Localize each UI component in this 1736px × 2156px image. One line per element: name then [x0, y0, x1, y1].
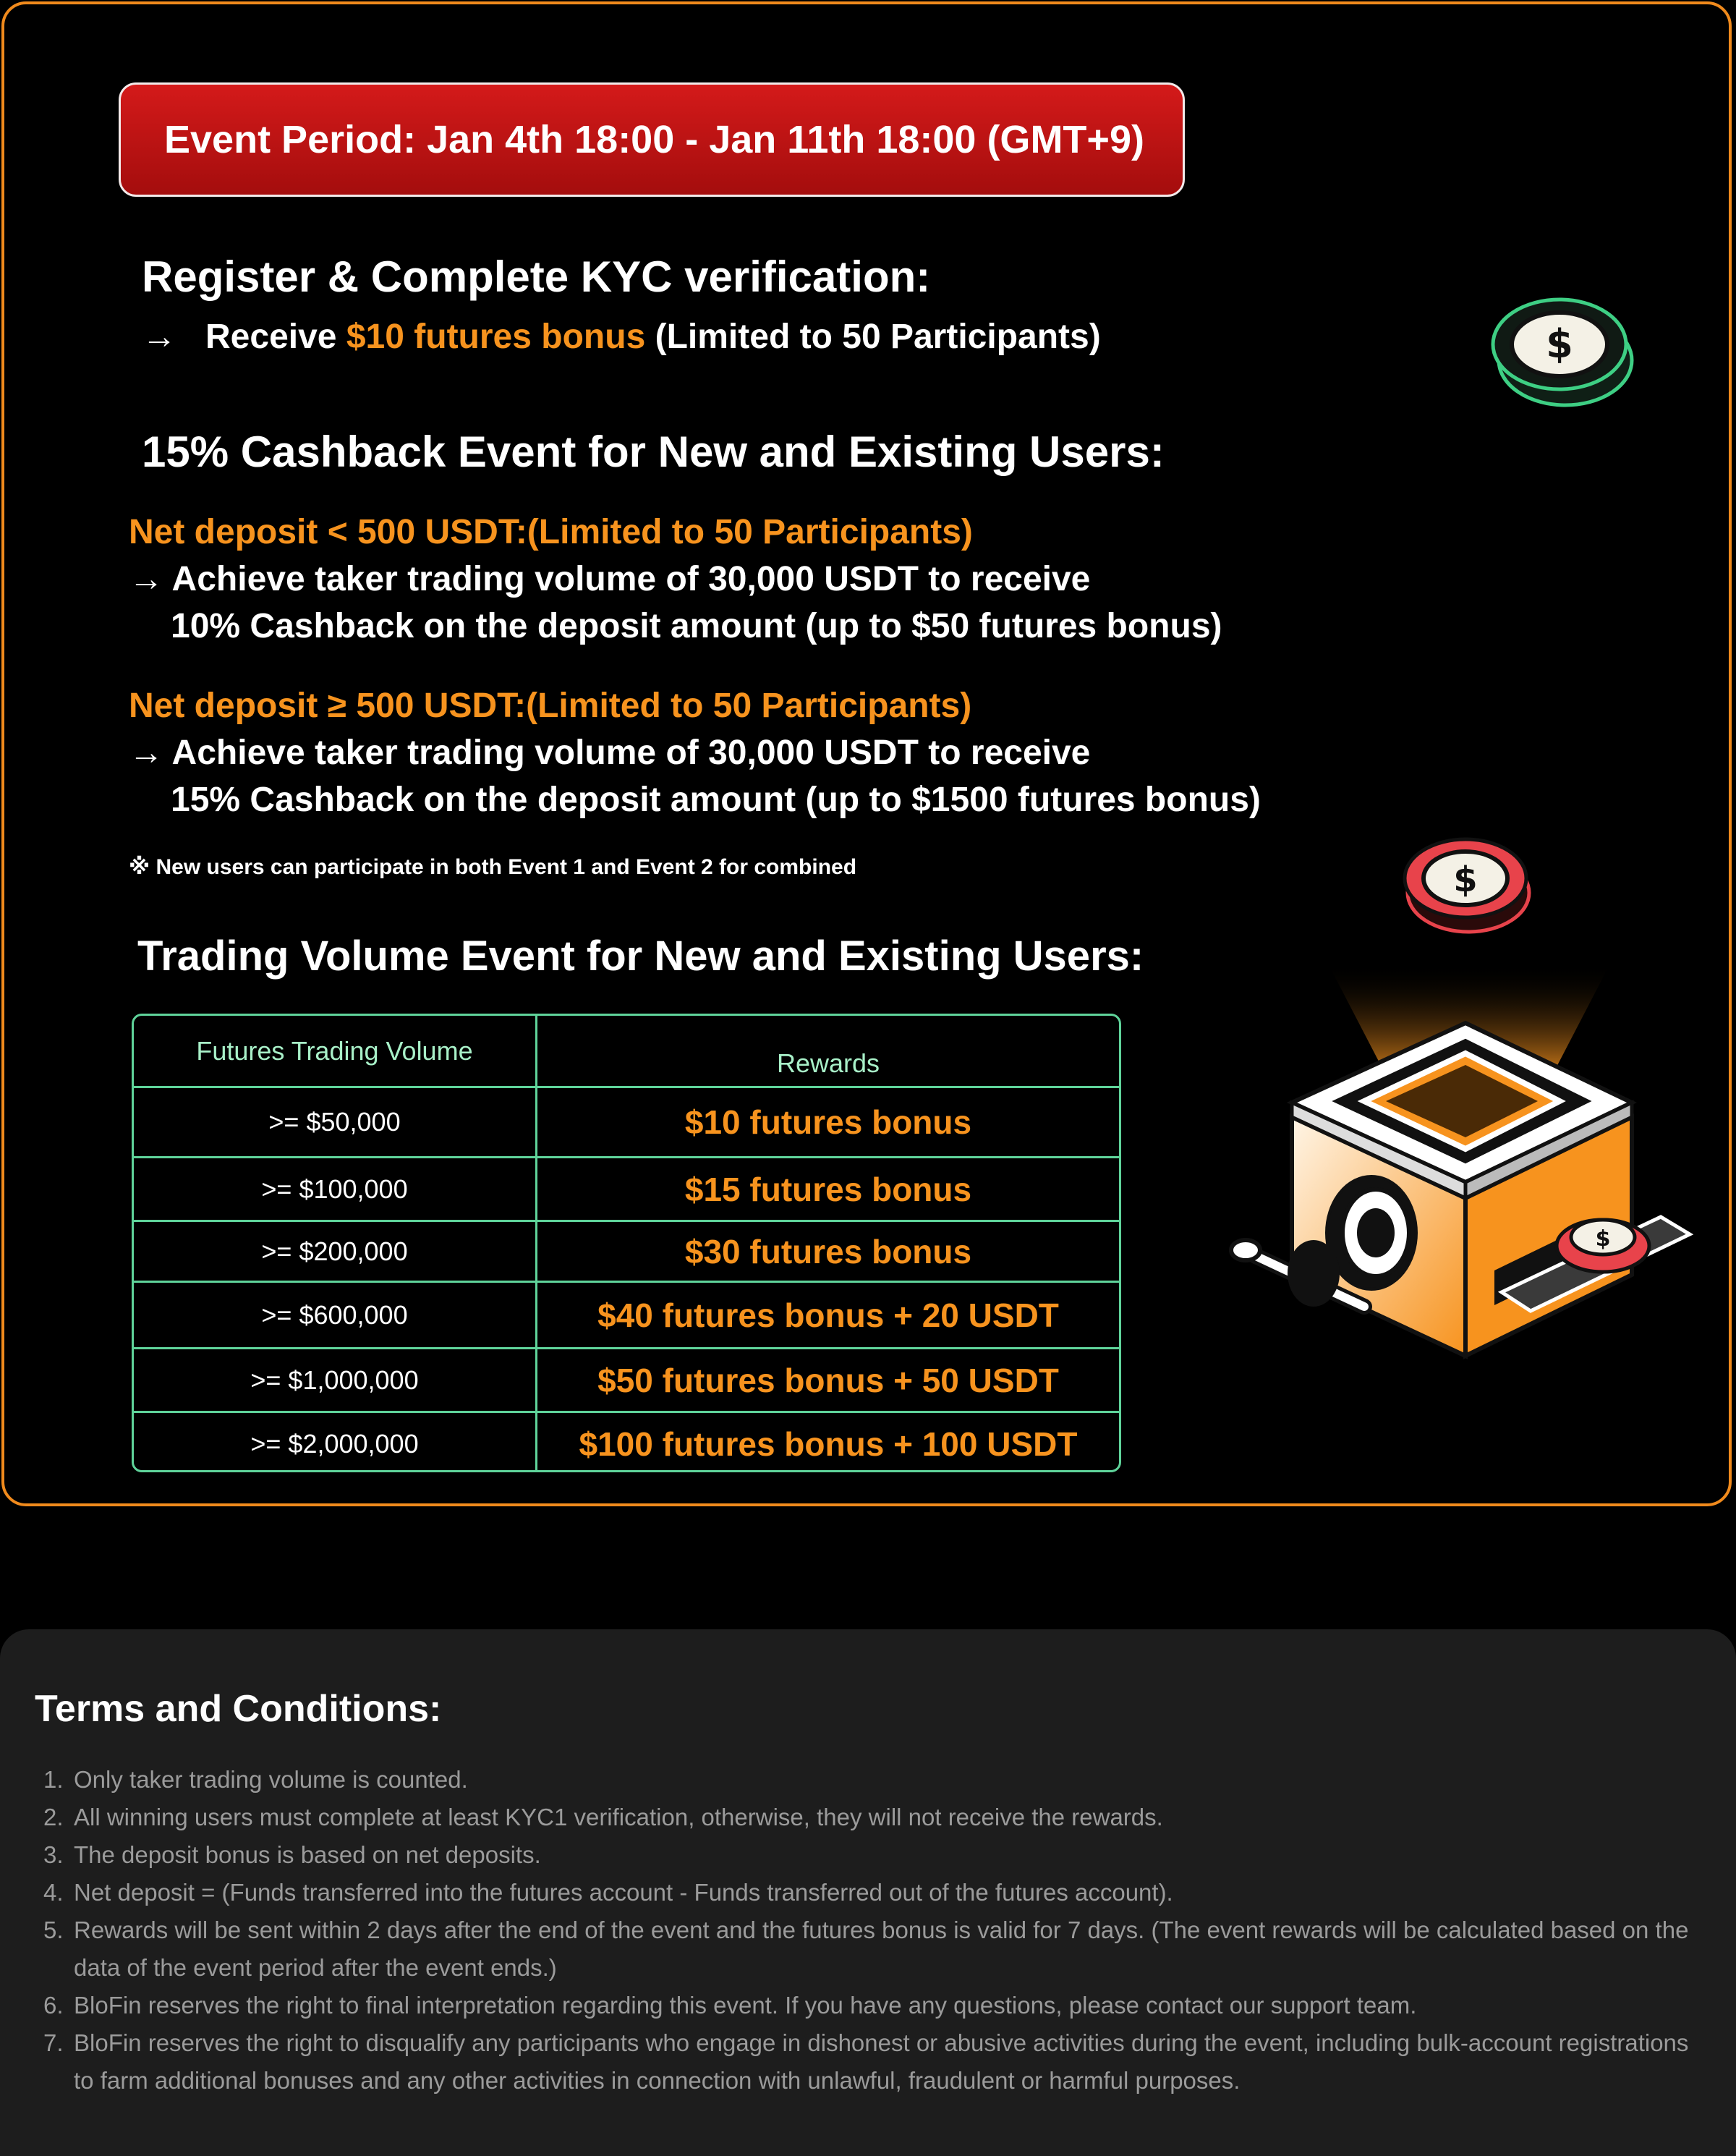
list-item [43, 1911, 1700, 1987]
table-row [134, 1086, 1119, 1156]
list-item-text: Rewards will be sent within 2 days after the end of the event and the futures bonus is valid for 7 days. (The event rewards will be calculated based on the data of the event period after the event ends.) [74, 1917, 1689, 1981]
volume-cell: >= $2,000,000 [134, 1413, 537, 1472]
tier2-line2: 15% Cashback on the deposit amount (up to $1500 futures bonus) [171, 781, 1261, 819]
volume-cell: >= $100,000 [134, 1158, 537, 1220]
reward-cell: $50 futures bonus + 50 USDT [597, 1361, 1059, 1399]
list-item-number: 2. [43, 1804, 64, 1830]
list-item-text: Net deposit = (Funds transferred into the futures account - Funds transferred out of the futures account). [74, 1879, 1173, 1906]
list-item-text: Only taker trading volume is counted. [74, 1766, 468, 1793]
terms-title: Terms and Conditions: [35, 1688, 442, 1730]
trading-section-title: Trading Volume Event for New and Existing Users: [137, 933, 1144, 980]
header-rewards: Rewards [776, 1048, 880, 1078]
event-period-banner [119, 82, 1185, 197]
event-panel [1, 1, 1732, 1506]
list-item-text: BloFin reserves the right to disqualify any participants who engage in dishonest or abusive activities during the event, including bulk-account registrations to farm additional bonuses and any other activities in connection with unlawful, fraudulent or harmful purposes. [74, 2029, 1689, 2094]
list-item-number: 1. [43, 1766, 64, 1793]
table-row [134, 1347, 1119, 1411]
red-dollar-coin-icon [1393, 833, 1538, 942]
table-header-row [134, 1016, 1119, 1086]
svg-text:$: $ [1453, 860, 1478, 900]
list-item-text: BloFin reserves the right to final interpretation regarding this event. If you have any questions, please contact our support team. [74, 1992, 1417, 2019]
reward-cell: $30 futures bonus [684, 1232, 972, 1270]
arrow-icon: → [142, 318, 176, 356]
tier2-condition: Net deposit ≥ 500 USDT:(Limited to 50 Participants) [129, 687, 972, 725]
reward-cell: $15 futures bonus [684, 1170, 972, 1208]
table-row [134, 1156, 1119, 1220]
list-item [43, 1836, 1700, 1874]
kyc-reward-highlight: $10 futures bonus [346, 318, 646, 356]
list-item-text: The deposit bonus is based on net deposits. [74, 1841, 541, 1868]
table-row [134, 1220, 1119, 1281]
list-item [43, 2024, 1700, 2100]
reward-cell: $40 futures bonus + 20 USDT [597, 1296, 1059, 1334]
table-row [134, 1281, 1119, 1347]
kyc-reward-line [142, 317, 1101, 357]
list-item-number: 6. [43, 1992, 64, 2019]
list-item [43, 1874, 1700, 1911]
combined-note: ※ New users can participate in both Event 1 and Event 2 for combined [129, 855, 857, 879]
svg-text:$: $ [1595, 1226, 1611, 1252]
svg-text:$: $ [1546, 321, 1573, 367]
volume-cell: >= $50,000 [134, 1088, 537, 1156]
green-dollar-coin-icon [1484, 288, 1643, 418]
cashback-section-title: 15% Cashback Event for New and Existing Users: [142, 428, 1165, 476]
reward-cell: $10 futures bonus [684, 1103, 972, 1141]
trading-volume-table [132, 1014, 1121, 1472]
terms-panel [0, 1629, 1736, 2156]
list-item [43, 1987, 1700, 2024]
terms-list [43, 1761, 1700, 2100]
table-row [134, 1411, 1119, 1472]
volume-cell: >= $200,000 [134, 1222, 537, 1281]
volume-cell: >= $600,000 [134, 1283, 537, 1347]
reward-cell: $100 futures bonus + 100 USDT [579, 1425, 1078, 1463]
list-item [43, 1799, 1700, 1836]
event-period-text: Event Period: Jan 4th 18:00 - Jan 11th 18:00 (GMT+9) [164, 118, 1144, 161]
list-item-number: 7. [43, 2029, 64, 2056]
list-item-number: 3. [43, 1841, 64, 1868]
tier2-line1: → Achieve taker trading volume of 30,000 USDT to receive [129, 734, 1091, 772]
tier1-line2: 10% Cashback on the deposit amount (up to $50 futures bonus) [171, 607, 1222, 645]
kyc-reward-suffix: (Limited to 50 Participants) [655, 318, 1101, 356]
volume-cell: >= $1,000,000 [134, 1349, 537, 1411]
tier1-line1: → Achieve taker trading volume of 30,000 USDT to receive [129, 560, 1091, 598]
list-item-number: 5. [43, 1917, 64, 1943]
list-item-number: 4. [43, 1879, 64, 1906]
header-futures-trading-volume: Futures Trading Volume [134, 1016, 537, 1086]
reward-machine-illustration [1212, 959, 1711, 1365]
kyc-reward-prefix: Receive [205, 318, 337, 356]
list-item [43, 1761, 1700, 1799]
list-item-text: All winning users must complete at least KYC1 verification, otherwise, they will not receive the rewards. [74, 1804, 1163, 1830]
kyc-section-title: Register & Complete KYC verification: [142, 252, 931, 301]
tier1-condition: Net deposit < 500 USDT:(Limited to 50 Participants) [129, 513, 973, 551]
